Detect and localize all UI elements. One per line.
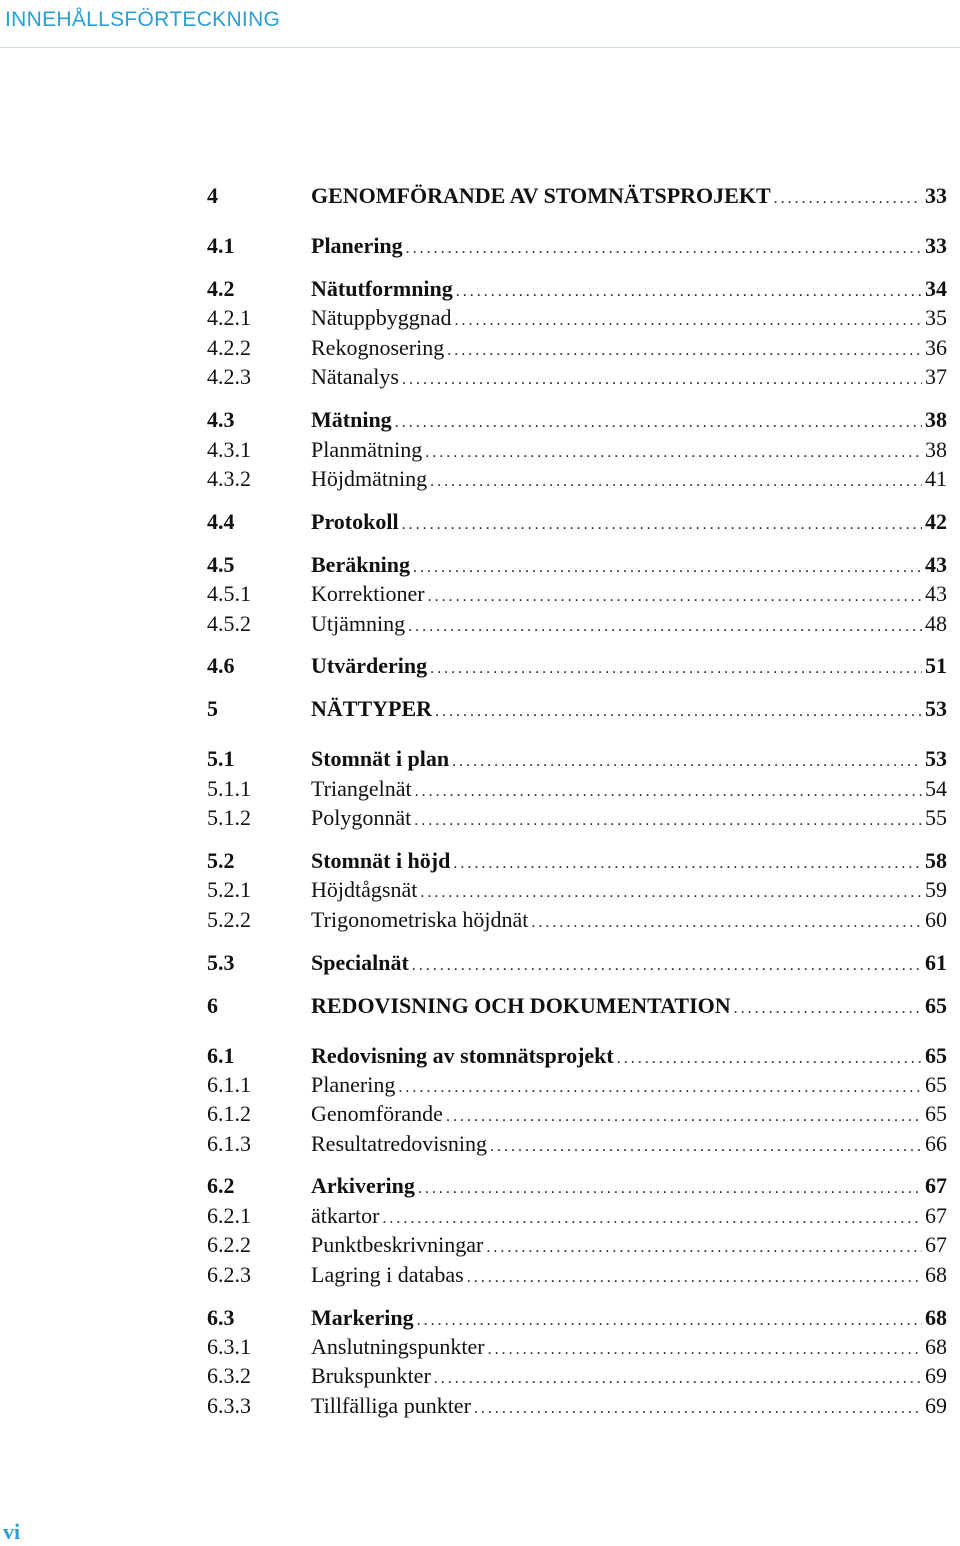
toc-dot-leader	[490, 1138, 922, 1156]
toc-entry-page: 67	[925, 1232, 947, 1257]
toc-entry-title: Nätanalys	[311, 364, 399, 389]
toc-entry[interactable]	[207, 509, 947, 539]
toc-entry-title: ätkartor	[311, 1203, 380, 1228]
toc-entry-title: Arkivering	[311, 1173, 415, 1198]
toc-entry[interactable]	[207, 696, 947, 726]
toc-dot-leader	[774, 190, 922, 208]
toc-dot-leader	[434, 1370, 922, 1388]
toc-entry-number: 4.6	[207, 653, 235, 678]
toc-entry-number: 6.1.1	[207, 1072, 251, 1097]
toc-entry[interactable]	[207, 552, 947, 582]
toc-entry[interactable]	[207, 437, 947, 467]
toc-dot-leader	[412, 957, 922, 975]
toc-entry-title: Resultatredovisning	[311, 1131, 487, 1156]
toc-entry-page: 51	[925, 653, 947, 678]
toc-entry-number: 4	[207, 183, 218, 208]
toc-entry[interactable]	[207, 1101, 947, 1131]
toc-entry-number: 5.1	[207, 746, 235, 771]
toc-entry-page: 43	[925, 581, 947, 606]
toc-dot-leader	[435, 703, 922, 721]
page-header-title: INNEHÅLLSFÖRTECKNING	[5, 8, 281, 31]
toc-entry-number: 5.3	[207, 950, 235, 975]
toc-entry[interactable]	[207, 233, 947, 263]
toc-entry[interactable]	[207, 907, 947, 937]
toc-entry-page: 61	[925, 950, 947, 975]
toc-entry-page: 43	[925, 552, 947, 577]
toc-entry-page: 58	[925, 848, 947, 873]
toc-dot-leader	[488, 1341, 922, 1359]
toc-entry-title: Brukspunkter	[311, 1363, 431, 1388]
toc-entry[interactable]	[207, 653, 947, 683]
toc-entry[interactable]	[207, 407, 947, 437]
toc-entry-page: 53	[925, 746, 947, 771]
toc-dot-leader	[486, 1239, 922, 1257]
toc-dot-leader	[417, 1312, 922, 1330]
toc-entry[interactable]	[207, 581, 947, 611]
toc-dot-leader	[467, 1269, 922, 1287]
toc-entry-page: 38	[925, 437, 947, 462]
toc-entry-page: 68	[925, 1262, 947, 1287]
toc-entry[interactable]	[207, 1203, 947, 1233]
toc-dot-leader	[734, 1000, 922, 1018]
toc-dot-leader	[420, 884, 922, 902]
toc-entry-number: 6.3	[207, 1305, 235, 1330]
toc-entry-title: Planering	[311, 1072, 396, 1097]
toc-entry-number: 4.5.2	[207, 611, 251, 636]
toc-dot-leader	[428, 588, 922, 606]
toc-entry-number: 4.3.1	[207, 437, 251, 462]
toc-dot-leader	[415, 783, 922, 801]
toc-entry-number: 4.2.2	[207, 335, 251, 360]
toc-entry[interactable]	[207, 877, 947, 907]
toc-entry[interactable]	[207, 1363, 947, 1393]
toc-entry-page: 36	[925, 335, 947, 360]
toc-entry-title: Specialnät	[311, 950, 409, 975]
toc-entry-page: 41	[925, 466, 947, 491]
toc-entry-title: Anslutningspunkter	[311, 1334, 485, 1359]
toc-dot-leader	[446, 1108, 922, 1126]
toc-entry-title: Markering	[311, 1305, 414, 1330]
toc-entry-page: 67	[925, 1173, 947, 1198]
toc-entry-page: 68	[925, 1334, 947, 1359]
toc-dot-leader	[617, 1050, 922, 1068]
toc-entry[interactable]	[207, 1232, 947, 1262]
toc-entry[interactable]	[207, 1131, 947, 1161]
toc-entry[interactable]	[207, 611, 947, 641]
toc-entry-title: Polygonnät	[311, 805, 412, 830]
toc-entry-number: 5.1.1	[207, 776, 251, 801]
page-number: vi	[3, 1519, 21, 1544]
toc-entry-title: GENOMFÖRANDE AV STOMNÄTSPROJEKT	[311, 183, 771, 208]
toc-entry-number: 5.2.1	[207, 877, 251, 902]
toc-dot-leader	[406, 240, 922, 258]
toc-entry-title: Utvärdering	[311, 653, 428, 678]
toc-dot-leader	[452, 753, 922, 771]
toc-entry[interactable]	[207, 364, 947, 394]
toc-entry-page: 65	[925, 1072, 947, 1097]
toc-entry-title: Rekognosering	[311, 335, 445, 360]
toc-entry-title: Tillfälliga punkter	[311, 1393, 471, 1418]
toc-entry-number: 6.2.3	[207, 1262, 251, 1287]
toc-entry-page: 65	[925, 1043, 947, 1068]
toc-entry-number: 4.5.1	[207, 581, 251, 606]
toc-dot-leader	[474, 1400, 922, 1418]
toc-entry-title: Stomnät i plan	[311, 746, 450, 771]
toc-entry-page: 65	[925, 1101, 947, 1126]
toc-entry-page: 60	[925, 907, 947, 932]
toc-entry-title: Lagring i databas	[311, 1262, 464, 1287]
toc-dot-leader	[408, 618, 922, 636]
toc-entry-title: Planmätning	[311, 437, 423, 462]
toc-dot-leader	[455, 312, 922, 330]
toc-entry-number: 5.2.2	[207, 907, 251, 932]
toc-dot-leader	[430, 473, 922, 491]
toc-entry-title: Nätutformning	[311, 276, 453, 301]
toc-entry-page: 54	[925, 776, 947, 801]
toc-dot-leader	[425, 444, 922, 462]
toc-entry-page: 65	[925, 993, 947, 1018]
toc-entry-title: Planering	[311, 233, 403, 258]
toc-entry-title: Trigonometriska höjdnät	[311, 907, 529, 932]
toc-entry[interactable]	[207, 305, 947, 335]
toc-dot-leader	[447, 342, 922, 360]
toc-entry-number: 6.2	[207, 1173, 235, 1198]
toc-dot-leader	[531, 914, 922, 932]
toc-entry-title: Höjdmätning	[311, 466, 428, 491]
toc-entry[interactable]	[207, 1334, 947, 1364]
toc-entry-number: 4.4	[207, 509, 235, 534]
toc-entry-number: 6.1.2	[207, 1101, 251, 1126]
toc-dot-leader	[414, 812, 922, 830]
toc-entry[interactable]	[207, 335, 947, 365]
toc-entry[interactable]	[207, 1305, 947, 1335]
toc-entry-page: 55	[925, 805, 947, 830]
toc-entry-page: 37	[925, 364, 947, 389]
toc-dot-leader	[382, 1210, 922, 1228]
toc-entry-page: 34	[925, 276, 947, 301]
toc-entry-number: 6.1.3	[207, 1131, 251, 1156]
toc-entry-title: Beräkning	[311, 552, 411, 577]
toc-dot-leader	[395, 414, 922, 432]
toc-entry[interactable]	[207, 1173, 947, 1203]
toc-entry-number: 6.2.2	[207, 1232, 251, 1257]
toc-dot-leader	[413, 559, 922, 577]
toc-dot-leader	[456, 283, 922, 301]
toc-entry-title: Redovisning av stomnätsprojekt	[311, 1043, 614, 1068]
toc-entry[interactable]	[207, 1072, 947, 1102]
toc-entry[interactable]	[207, 183, 947, 213]
toc-entry[interactable]	[207, 466, 947, 496]
toc-entry-number: 6.3.1	[207, 1334, 251, 1359]
toc-entry[interactable]	[207, 848, 947, 878]
toc-dot-leader	[418, 1180, 922, 1198]
toc-entry-title: Protokoll	[311, 509, 399, 534]
toc-entry-number: 4.3	[207, 407, 235, 432]
toc-entry-page: 68	[925, 1305, 947, 1330]
toc-dot-leader	[453, 855, 922, 873]
toc-entry-page: 69	[925, 1363, 947, 1388]
toc-entry-number: 4.5	[207, 552, 235, 577]
toc-entry-number: 4.1	[207, 233, 235, 258]
header-divider	[0, 47, 960, 48]
toc-entry-title: Mätning	[311, 407, 392, 432]
toc-entry-number: 4.3.2	[207, 466, 251, 491]
toc-entry-page: 59	[925, 877, 947, 902]
toc-dot-leader	[430, 660, 922, 678]
toc-entry-number: 4.2.1	[207, 305, 251, 330]
toc-entry-number: 6	[207, 993, 218, 1018]
toc-entry-page: 48	[925, 611, 947, 636]
toc-entry-title: NÄTTYPER	[311, 696, 433, 721]
toc-entry-number: 5.2	[207, 848, 235, 873]
toc-entry-title: Genomförande	[311, 1101, 443, 1126]
toc-entry-page: 33	[925, 183, 947, 208]
toc-entry-title: Stomnät i höjd	[311, 848, 451, 873]
toc-entry-number: 6.3.3	[207, 1393, 251, 1418]
toc-entry-number: 4.2.3	[207, 364, 251, 389]
toc-entry-title: REDOVISNING OCH DOKUMENTATION	[311, 993, 731, 1018]
toc-entry-title: Höjdtågsnät	[311, 877, 418, 902]
toc-entry-title: Utjämning	[311, 611, 406, 636]
toc-entry[interactable]	[207, 276, 947, 306]
toc-entry-page: 35	[925, 305, 947, 330]
toc-entry[interactable]	[207, 950, 947, 980]
toc-entry-number: 6.3.2	[207, 1363, 251, 1388]
toc-entry-page: 67	[925, 1203, 947, 1228]
toc-entry-page: 38	[925, 407, 947, 432]
toc-entry-page: 53	[925, 696, 947, 721]
toc-entry-number: 6.1	[207, 1043, 235, 1068]
toc-entry-page: 33	[925, 233, 947, 258]
toc-entry[interactable]	[207, 1393, 947, 1423]
toc-entry[interactable]	[207, 805, 947, 835]
toc-dot-leader	[398, 1079, 922, 1097]
toc-entry-page: 66	[925, 1131, 947, 1156]
toc-entry[interactable]	[207, 1262, 947, 1292]
toc-entry-number: 5.1.2	[207, 805, 251, 830]
toc-entry-page: 42	[925, 509, 947, 534]
toc-entry-title: Triangelnät	[311, 776, 412, 801]
toc-entry-number: 6.2.1	[207, 1203, 251, 1228]
toc-entry-number: 4.2	[207, 276, 235, 301]
toc-entry[interactable]	[207, 776, 947, 806]
toc-entry-title: Punktbeskrivningar	[311, 1232, 484, 1257]
toc-entry-number: 5	[207, 696, 218, 721]
toc-entry[interactable]	[207, 993, 947, 1023]
toc-dot-leader	[402, 516, 922, 534]
toc-entry[interactable]	[207, 1043, 947, 1073]
toc-entry-title: Nätuppbyggnad	[311, 305, 452, 330]
toc-dot-leader	[402, 371, 922, 389]
toc-entry-title: Korrektioner	[311, 581, 425, 606]
toc-entry[interactable]	[207, 746, 947, 776]
toc-entry-page: 69	[925, 1393, 947, 1418]
